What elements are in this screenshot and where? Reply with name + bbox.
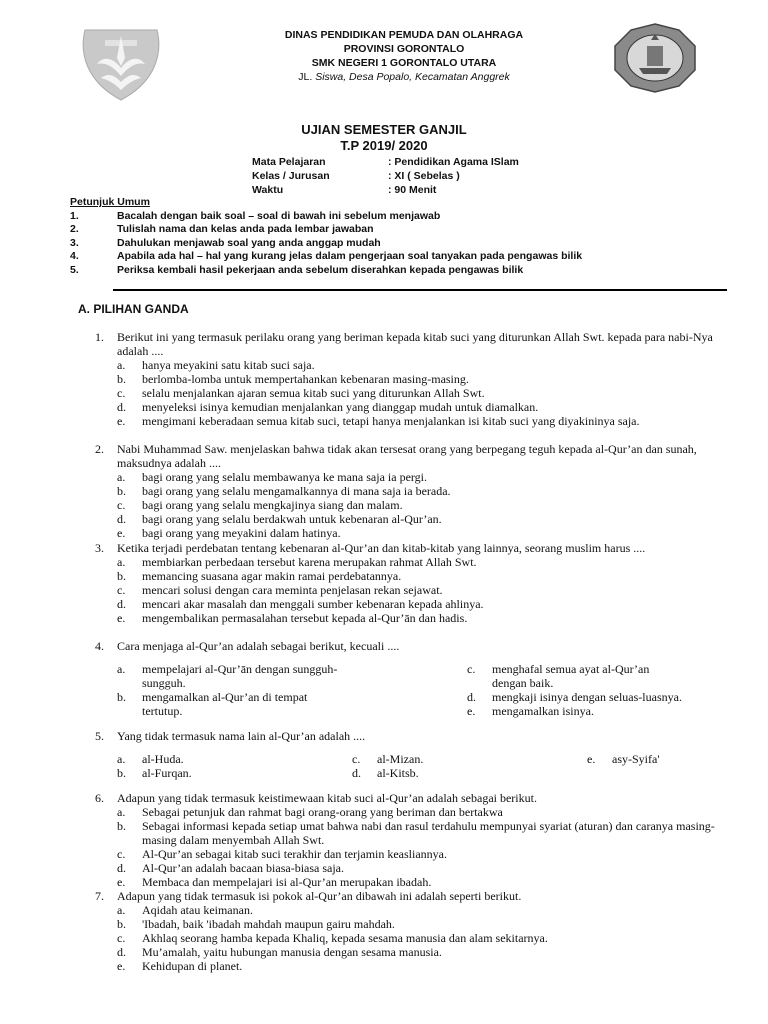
- question-4: 4. Cara menjaga al-Qur’an adalah sebagai berikut, kecuali ....: [95, 639, 400, 653]
- question-5: 5. Yang tidak termasuk nama lain al-Qur’an adalah ....: [95, 729, 366, 743]
- option: a. hanya meyakini satu kitab suci saja.: [117, 358, 315, 372]
- section-heading: A. PILIHAN GANDA: [78, 302, 189, 316]
- option: e. mengembalikan permasalahan tersebut kepada al-Qur’ān dan hadis.: [117, 611, 468, 625]
- option: d. al-Kitsb.: [352, 766, 419, 780]
- option: b. 'Ibadah, baik 'ibadah mahdah maupun gairu mahdah.: [117, 917, 395, 931]
- letterhead: [0, 28, 768, 84]
- instruction-item: 4. Apabila ada hal – hal yang kurang jelas dalam pengerjaan soal tanyakan pada pengawas bilik: [70, 250, 583, 263]
- question-2: 2. Nabi Muhammad Saw. menjelaskan bahwa tidak akan tersesat orang yang berpegang teguh kepada al-Qur’an dan sunah, maksudnya adalah .... a. bagi orang yang selalu membawanya ke mana saja ia pergi. b. bagi orang yang selalu mengamalkannya di mana saja ia berada. c. bagi orang yang selalu mengkajinya siang dan malam. d. bagi orang yang selalu berdakwah untuk kebenaran al-Qur’an. e. bagi orang yang meyakini dalam hatinya.: [95, 442, 740, 540]
- option: b. memancing suasana agar makin ramai perdebatannya.: [117, 569, 402, 583]
- option: e. Membaca dan mempelajari isi al-Qur’an merupakan ibadah.: [117, 875, 432, 889]
- option: c. selalu menjalankan ajaran semua kitab suci yang diturunkan Allah Swt.: [117, 386, 485, 400]
- option: d. Al-Qur’an adalah bacaan biasa-biasa saja.: [117, 861, 345, 875]
- school-name: SMK NEGERI 1 GORONTALO UTARA: [311, 57, 497, 69]
- option: a. membiarkan perbedaan tersebut karena merupakan rahmat Allah Swt.: [117, 555, 477, 569]
- option: e. mengimani keberadaan semua kitab suci, tetapi hanya menjalankan isi kitab suci yang diyakininya saja.: [117, 414, 640, 428]
- school-address: JL. Siswa, Desa Popalo, Kecamatan Anggrek: [298, 71, 510, 83]
- exam-title: UJIAN SEMESTER GANJIL: [301, 122, 467, 137]
- option: c. mencari solusi dengan cara meminta penjelasan rekan sejawat.: [117, 583, 443, 597]
- question-1: 1. Berikut ini yang termasuk perilaku orang yang beriman kepada kitab suci yang diturunkan Allah Swt. kepada para nabi-Nya adalah .... a. hanya meyakini satu kitab suci saja. b. berlomba-lomba untuk mempertahankan kebenaran masing-masing. c. selalu menjalankan ajaran semua kitab suci yang diturunkan Allah Swt. d. menyeleksi isinya kemudian menjalankan yang dianggap mudah untuk diamalkan. e. mengimani keberadaan semua kitab suci, tetapi hanya menjalankan isi kitab suci yang diyakininya saja.: [95, 330, 740, 428]
- meta-class: Kelas / Jurusan : XI ( Sebelas ): [252, 170, 460, 182]
- agency-name: DINAS PENDIDIKAN PEMUDA DAN OLAHRAGA: [284, 29, 524, 41]
- option: c. Al-Qur’an sebagai kitab suci terakhir dan terjamin keasliannya.: [117, 847, 447, 861]
- option: a. bagi orang yang selalu membawanya ke mana saja ia pergi.: [117, 470, 428, 484]
- instruction-item: 2. Tulislah nama dan kelas anda pada lembar jawaban: [70, 223, 374, 236]
- option: b. Sebagai informasi kepada setiap umat bahwa nabi dan rasul terdahulu mempunyai syariat (aturan) dan caranya masing-masing dalam menyembah Allah Swt.: [117, 819, 715, 847]
- option: e. mengamalkan isinya.: [467, 704, 594, 718]
- option: c. Akhlaq seorang hamba kepada Khaliq, kepada sesama manusia dan alam sekitarnya.: [117, 931, 548, 945]
- instruction-item: 3. Dahulukan menjawab soal yang anda anggap mudah: [70, 236, 381, 249]
- question-6: 6. Adapun yang tidak termasuk keistimewaan kitab suci al-Qur’an adalah sebagai berikut. a. Sebagai petunjuk dan rahmat bagi orang-orang yang beriman dan bertakwa b. Sebagai informasi kepada setiap umat bahwa nabi dan rasul terdahulu mempunyai syariat (aturan) dan caranya masing-masing dalam menyembah Allah Swt. c. Al-Qur’an sebagai kitab suci terakhir dan terjamin keasliannya. d. Al-Qur’an adalah bacaan biasa-biasa saja. e. Membaca dan mempelajari isi al-Qur’an merupakan ibadah.: [95, 791, 740, 889]
- option: e. bagi orang yang meyakini dalam hatinya.: [117, 526, 341, 540]
- option: d. mengkaji isinya dengan seluas-luasnya.: [467, 690, 682, 704]
- option: a. Aqidah atau keimanan.: [117, 903, 253, 917]
- option: d. mencari akar masalah dan menggali sumber kebenaran kepada ahlinya.: [117, 597, 484, 611]
- school-year: T.P 2019/ 2020: [340, 138, 428, 153]
- option: e. Kehidupan di planet.: [117, 959, 243, 973]
- divider: [113, 289, 727, 291]
- option: a. Sebagai petunjuk dan rahmat bagi orang-orang yang beriman dan bertakwa: [117, 805, 503, 819]
- question-3: 3. Ketika terjadi perdebatan tentang kebenaran al-Qur’an dan kitab-kitab yang lainnya, seorang muslim harus .... a. membiarkan perbedaan tersebut karena merupakan rahmat Allah Swt. b. memancing suasana agar makin ramai perdebatannya. c. mencari solusi dengan cara meminta penjelasan rekan sejawat. d. mencari akar masalah dan menggali sumber kebenaran kepada ahlinya. e. mengembalikan permasalahan tersebut kepada al-Qur’ān dan hadis.: [95, 541, 740, 625]
- option: a. al-Huda.: [117, 752, 184, 766]
- instruction-item: 1. Bacalah dengan baik soal – soal di bawah ini sebelum menjawab: [70, 209, 441, 222]
- general-instructions: [70, 196, 582, 278]
- instructions-heading: Petunjuk Umum: [70, 196, 150, 208]
- option: d. bagi orang yang selalu berdakwah untuk kebenaran al-Qur’an.: [117, 512, 442, 526]
- option: d. menyeleksi isinya kemudian menjalankan yang dianggap mudah untuk diamalkan.: [117, 400, 539, 414]
- instruction-item: 5. Periksa kembali hasil pekerjaan anda sebelum diserahkan kepada pengawas bilik: [70, 263, 524, 276]
- option: a. mempelajari al-Qur’ān dengan sungguh-sungguh.: [117, 662, 338, 690]
- option: c. al-Mizan.: [352, 752, 424, 766]
- option: b. berlomba-lomba untuk mempertahankan kebenaran masing-masing.: [117, 372, 469, 386]
- province-name: PROVINSI GORONTALO: [343, 43, 465, 55]
- option: b. bagi orang yang selalu mengamalkannya di mana saja ia berada.: [117, 484, 451, 498]
- option: b. al-Furqan.: [117, 766, 192, 780]
- option: e. asy-Syifa': [587, 752, 660, 766]
- meta-time: Waktu : 90 Menit: [252, 184, 437, 196]
- meta-subject: Mata Pelajaran : Pendidikan Agama ISlam: [252, 156, 519, 168]
- option: c. bagi orang yang selalu mengkajinya siang dan malam.: [117, 498, 403, 512]
- option: b. mengamalkan al-Qur’an di tempat tertutup.: [117, 690, 308, 718]
- option: d. Mu’amalah, yaitu hubungan manusia dengan sesama manusia.: [117, 945, 442, 959]
- option: c. menghafal semua ayat al-Qur’an dengan baik.: [467, 662, 650, 690]
- question-7: 7. Adapun yang tidak termasuk isi pokok al-Qur’an dibawah ini adalah seperti berikut. a. Aqidah atau keimanan. b. 'Ibadah, baik 'ibadah mahdah maupun gairu mahdah. c. Akhlaq seorang hamba kepada Khaliq, kepada sesama manusia dan alam sekitarnya. d. Mu’amalah, yaitu hubungan manusia dengan sesama manusia. e. Kehidupan di planet.: [95, 889, 740, 973]
